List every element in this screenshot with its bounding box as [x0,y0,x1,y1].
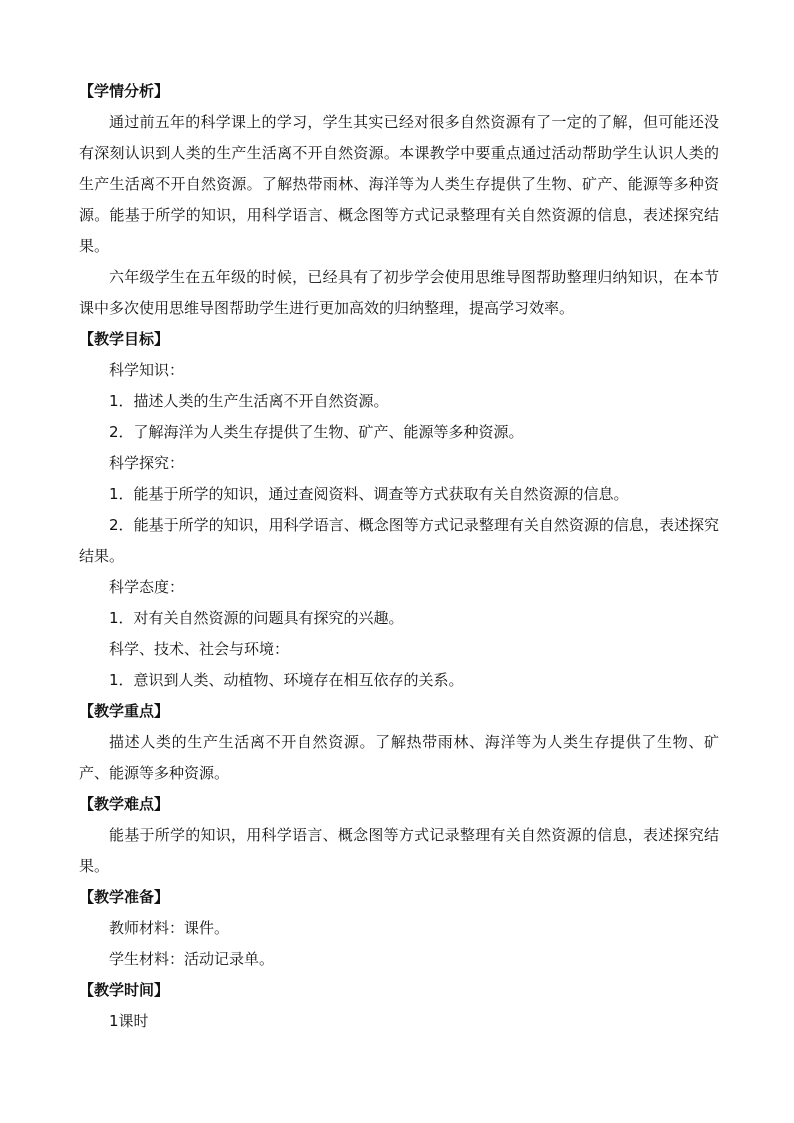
section-heading: 【教学准备】 [79,888,170,906]
section-difficult-points [79,789,719,882]
paragraph: 能基于所学的知识，用科学语言、概念图等方式记录整理有关自然资源的信息，表述探究结果。 [79,826,719,875]
paragraph: 通过前五年的科学课上的学习，学生其实已经对很多自然资源有了一定的了解，但可能还没有深刻认识到人类的生产生活离不开自然资源。本课教学中要重点通过活动帮助学生认识人类的生产生活离不开自然资源。了解热带雨林、海洋等为人类生存提供了生物、矿产、能源等多种资源。能基于所学的知识，用科学语言、概念图等方式记录整理有关自然资源的信息，表述探究结果。 [79,113,719,255]
section-heading: 【教学重点】 [79,702,170,720]
lesson-plan-document [79,76,719,1037]
section-key-points [79,696,719,789]
section-heading: 【学情分析】 [79,82,170,100]
student-materials: 学生材料：活动记录单。 [109,950,275,968]
goal-item: 1．意识到人类、动植物、环境存在相互依存的关系。 [109,671,464,689]
section-teaching-goals [79,324,719,696]
subheading-science-knowledge: 科学知识： [109,361,185,379]
subheading-science-inquiry: 科学探究： [109,454,185,472]
paragraph: 描述人类的生产生活离不开自然资源。了解热带雨林、海洋等为人类生存提供了生物、矿产、能源等多种资源。 [79,733,719,782]
goal-item: 2．了解海洋为人类生存提供了生物、矿产、能源等多种资源。 [109,423,524,441]
subheading-science-attitude: 科学态度： [109,578,185,596]
goal-item: 1．对有关自然资源的问题具有探究的兴趣。 [109,609,404,627]
section-duration [79,975,719,1037]
goal-item: 2．能基于所学的知识，用科学语言、概念图等方式记录整理有关自然资源的信息，表述探究结果。 [79,516,719,565]
paragraph: 六年级学生在五年级的时候，已经具有了初步学会使用思维导图帮助整理归纳知识，在本节课中多次使用思维导图帮助学生进行更加高效的归纳整理，提高学习效率。 [79,268,719,317]
section-student-analysis [79,76,719,324]
lesson-duration: 1课时 [109,1012,149,1030]
subheading-sts: 科学、技术、社会与环境： [109,640,290,658]
goal-item: 1．描述人类的生产生活离不开自然资源。 [109,392,389,410]
section-preparation [79,882,719,975]
teacher-materials: 教师材料：课件。 [109,919,230,937]
section-heading: 【教学时间】 [79,981,170,999]
goal-item: 1．能基于所学的知识，通过查阅资料、调查等方式获取有关自然资源的信息。 [109,485,629,503]
section-heading: 【教学目标】 [79,330,170,348]
section-heading: 【教学难点】 [79,795,170,813]
